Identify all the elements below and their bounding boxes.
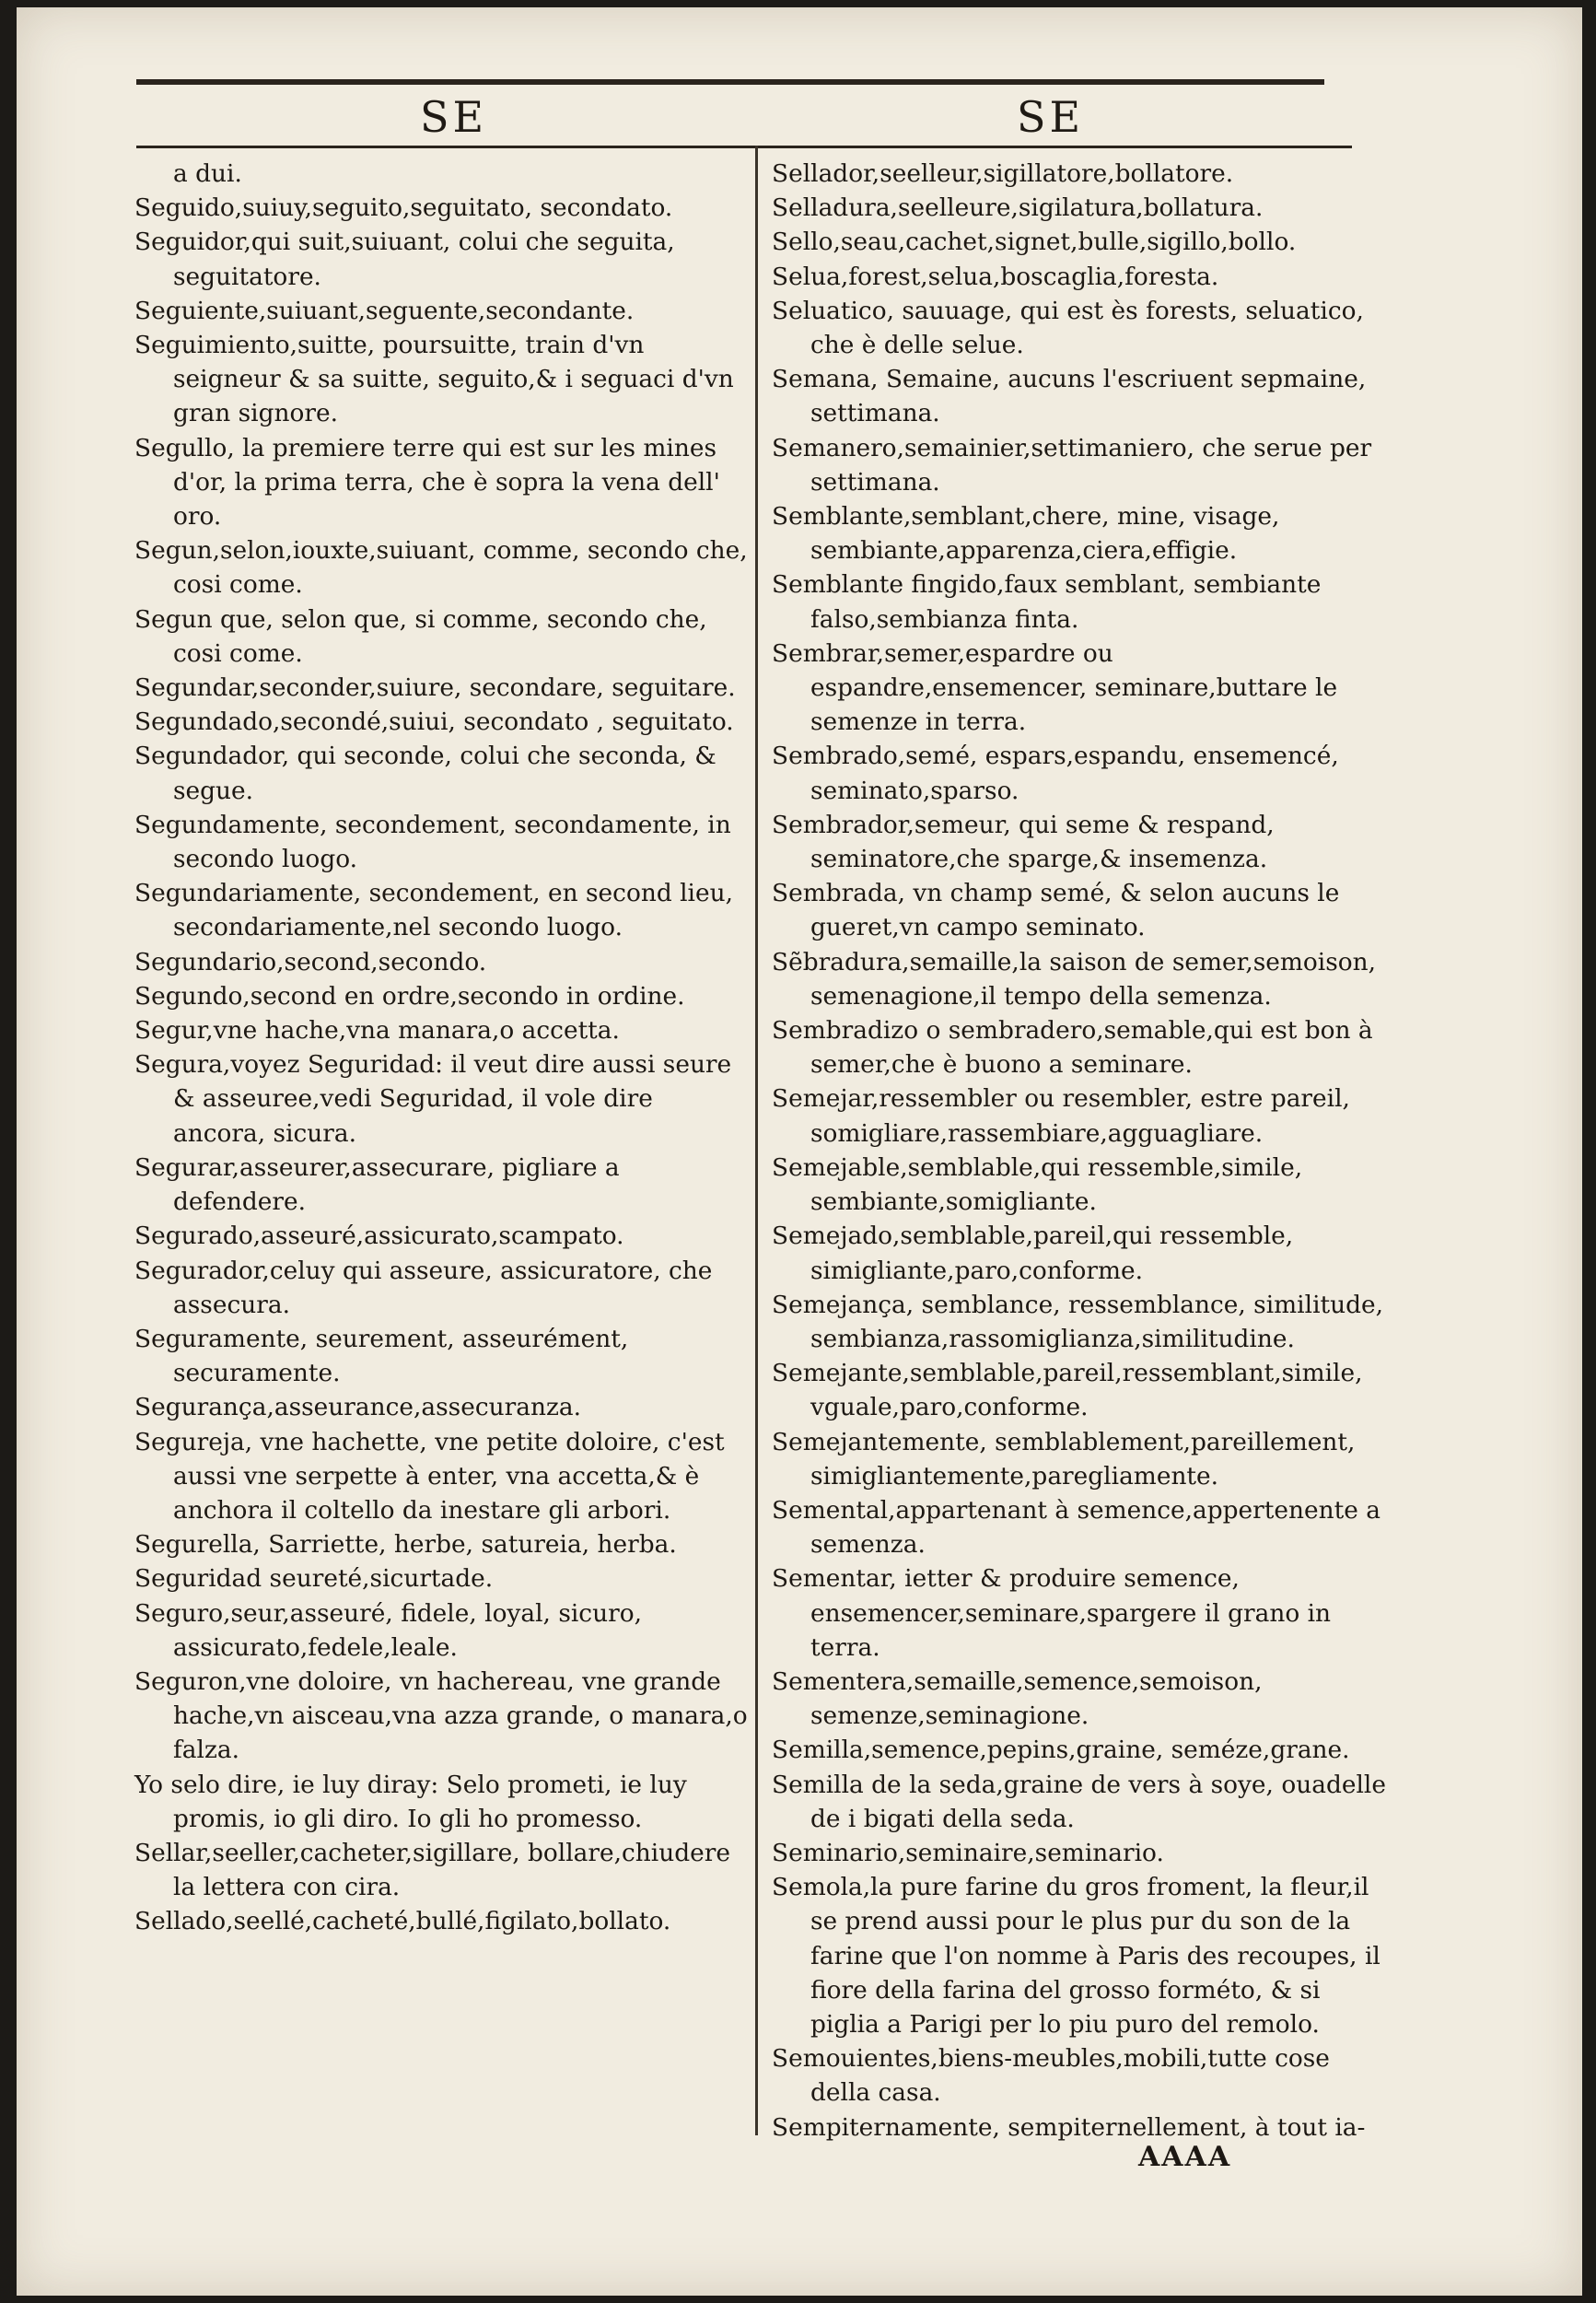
dictionary-entry: Semejable,semblable,qui ressemble,simile, sembiante,somigliante.	[772, 1152, 1303, 1217]
dictionary-entry: Semejantemente, semblablement,pareillement, simigliantemente,paregliamente.	[772, 1427, 1356, 1491]
dictionary-entry: Segullo, la premiere terre qui est sur les mines d'or, la prima terra, che è sopra la vena dell' oro.	[134, 433, 720, 532]
dictionary-entry: Yo selo dire, ie luy diray: Selo prometi, ie luy promis, io gli diro. Io gli ho promesso.	[134, 1770, 687, 1833]
dictionary-entry: Segurador,celuy qui asseure, assicuratore, che assecura.	[134, 1256, 713, 1319]
dictionary-entry: Segundador, qui seconde, colui che seconda, & segue.	[134, 742, 716, 805]
dictionary-entry: Seguron,vne doloire, vn hachereau, vne grande hache,vn aisceau,vna azza grande, o manara,o falza.	[134, 1666, 748, 1765]
dictionary-entry: Seminario,seminaire,seminario.	[772, 1838, 1164, 1867]
running-head-left: SE	[420, 92, 488, 142]
dictionary-entry: Segundar,seconder,suiure, secondare, seguitare.	[134, 673, 736, 703]
dictionary-entry: a dui.	[173, 159, 242, 188]
dictionary-entry: Segurella, Sarriette, herbe, satureia, herba.	[134, 1530, 677, 1560]
dictionary-entry: Sembrar,semer,espardre ou espandre,ensemencer, seminare,buttare le semenze in terra.	[772, 638, 1338, 737]
dictionary-entry: Sellar,seeller,cacheter,sigillare, bollare,chiudere la lettera con cira.	[134, 1838, 730, 1902]
running-head-right: SE	[1017, 92, 1085, 142]
dictionary-entry: Segureja, vne hachette, vne petite doloire, c'est aussi vne serpette à enter, vna accetta,& è anchora il coltello da inestare gli arbori.	[134, 1427, 725, 1525]
dictionary-entry: Semana, Semaine, aucuns l'escriuent sepmaine, settimana.	[772, 365, 1367, 428]
dictionary-entry: Selladura,seelleure,sigilatura,bollatura.	[772, 193, 1264, 223]
dictionary-entry: Seguridad seureté,sicurtade.	[134, 1564, 494, 1594]
header-rule	[136, 146, 1352, 148]
dictionary-entry: Segundamente, secondement, secondamente, in secondo luogo.	[134, 810, 731, 874]
dictionary-entry: Semanero,semainier,settimaniero, che serue per settimana.	[772, 433, 1372, 497]
right-column	[772, 157, 1389, 2145]
dictionary-entry: Sello,seau,cachet,signet,bulle,sigillo,bollo.	[772, 228, 1297, 257]
dictionary-entry: Segurar,asseurer,assecurare, pigliare a defendere.	[134, 1152, 620, 1217]
dictionary-entry: Seluatico, sauuage, qui est ès forests, seluatico, che è delle selue.	[772, 296, 1364, 360]
left-column	[134, 157, 751, 1939]
dictionary-entry: Segundado,secondé,suiui, secondato , seguitato.	[134, 707, 734, 737]
dictionary-entry: Semejar,ressembler ou resembler, estre pareil, somigliare,rassembiare,agguagliare.	[772, 1084, 1350, 1148]
dictionary-entry: Seguimiento,suitte, poursuitte, train d'vn seigneur & sa suitte, seguito,& i seguaci d'vn gran signore.	[134, 331, 734, 428]
dictionary-entry: Semejante,semblable,pareil,ressemblant,simile, vguale,paro,conforme.	[772, 1359, 1363, 1422]
dictionary-entry: Sembrador,semeur, qui seme & respand, seminatore,che sparge,& insemenza.	[772, 810, 1275, 874]
dictionary-entry: Segundariamente, secondement, en second lieu, secondariamente,nel secondo luogo.	[134, 879, 733, 942]
dictionary-entry: Semilla de la seda,graine de vers à soye, ouadelle de i bigati della seda.	[772, 1770, 1386, 1833]
dictionary-entry: Seguiente,suiuant,seguente,secondante.	[134, 296, 635, 325]
dictionary-entry: Segurado,asseuré,assicurato,scampato.	[134, 1222, 624, 1251]
dictionary-entry: Segundario,second,secondo.	[134, 947, 487, 976]
dictionary-entry: Sellador,seelleur,sigillatore,bollatore.	[772, 159, 1234, 188]
dictionary-entry: Segun que, selon que, si comme, secondo che, cosi come.	[134, 604, 707, 668]
dictionary-entry: Semental,appartenant à semence,appertenente a semenza.	[772, 1495, 1380, 1560]
dictionary-entry: Sellado,seellé,cacheté,bullé,figilato,bollato.	[134, 1907, 671, 1936]
dictionary-entry: Seguro,seur,asseuré, fidele, loyal, sicuro, assicurato,fedele,leale.	[134, 1598, 642, 1662]
dictionary-entry: Semejado,semblable,pareil,qui ressemble, simigliante,paro,conforme.	[772, 1222, 1294, 1285]
signature-mark: AAAA	[1138, 2141, 1232, 2173]
dictionary-entry: Sembradizo o sembradero,semable,qui est bon à semer,che è buono a seminare.	[772, 1016, 1373, 1080]
book-page	[17, 7, 1582, 2296]
dictionary-entry: Semblante,semblant,chere, mine, visage, sembiante,apparenza,ciera,effigie.	[772, 502, 1280, 566]
dictionary-entry: Seguidor,qui suit,suiuant, colui che seguita, seguitatore.	[134, 228, 675, 291]
top-rule	[136, 79, 1324, 85]
dictionary-entry: Segurança,asseurance,assecuranza.	[134, 1393, 581, 1422]
dictionary-entry: Semouientes,biens-meubles,mobili,tutte cose della casa.	[772, 2044, 1330, 2108]
dictionary-entry: Segura,voyez Seguridad: il veut dire aussi seure & asseuree,vedi Seguridad, il vole dire ancora, sicura.	[134, 1050, 732, 1148]
dictionary-entry: Semilla,semence,pepins,graine, seméze,grane.	[772, 1736, 1350, 1765]
dictionary-entry: Semblante fingido,faux semblant, sembiante falso,sembianza finta.	[772, 570, 1322, 634]
column-divider	[755, 146, 758, 2135]
dictionary-entry: Seguramente, seurement, asseurément, securamente.	[134, 1324, 629, 1388]
dictionary-entry: Semejança, semblance, ressemblance, similitude, sembianza,rassomiglianza,similitudine.	[772, 1290, 1384, 1353]
dictionary-entry: Sempiternamente, sempiternellement, à tout ia-	[772, 2112, 1366, 2142]
dictionary-entry: Selua,forest,selua,boscaglia,foresta.	[772, 262, 1219, 291]
dictionary-entry: Segundo,second en ordre,secondo in ordine.	[134, 981, 685, 1011]
dictionary-entry: Sembrada, vn champ semé, & selon aucuns le gueret,vn campo seminato.	[772, 879, 1340, 942]
dictionary-entry: Sementar, ietter & produire semence, ensemencer,seminare,spargere il grano in terra.	[772, 1564, 1332, 1662]
dictionary-entry: Sembrado,semé, espars,espandu, ensemencé, seminato,sparso.	[772, 742, 1339, 805]
dictionary-entry: Segun,selon,iouxte,suiuant, comme, secondo che, cosi come.	[134, 536, 748, 600]
dictionary-entry: Seguido,suiuy,seguito,seguitato, secondato.	[134, 193, 673, 223]
dictionary-entry: Segur,vne hache,vna manara,o accetta.	[134, 1016, 620, 1046]
dictionary-entry: Semola,la pure farine du gros froment, la fleur,il se prend aussi pour le plus pur du son de la farine que l'on nomme à Paris des recoupes, il fiore della farina del grosso forméto, & si piglia a Parigi per lo piu puro del remolo.	[772, 1873, 1380, 2039]
dictionary-entry: Sementera,semaille,semence,semoison, semenze,seminagione.	[772, 1666, 1263, 1731]
dictionary-entry: Sẽbradura,semaille,la saison de semer,semoison, semenagione,il tempo della semenza.	[772, 947, 1377, 1011]
